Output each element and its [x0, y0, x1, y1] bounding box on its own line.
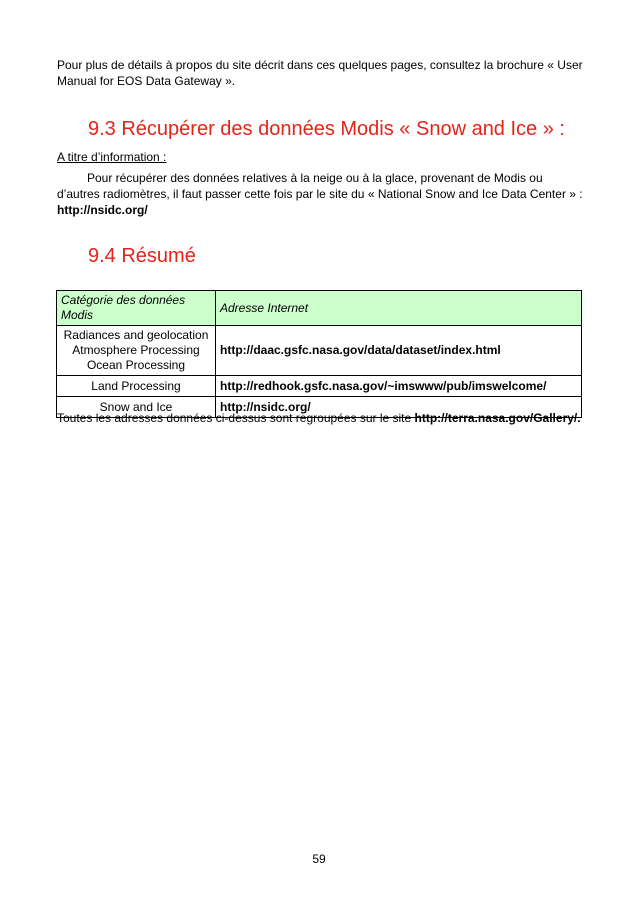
footer-paragraph — [57, 410, 581, 426]
section-heading-9-4: 9.4 Résumé — [88, 245, 196, 267]
page-number: 59 — [312, 852, 326, 866]
intro-paragraph: Pour plus de détails à propos du site décrit dans ces quelques pages, consultez la brochure « User Manual for EOS Data Gateway ». — [57, 58, 583, 88]
info-note-label: A titre d’information : — [57, 150, 167, 164]
category-cell: Land Processing — [57, 376, 216, 397]
section-heading-9-3: 9.3 Récupérer des données Modis « Snow and Ice » : — [88, 118, 565, 140]
nsidc-link[interactable]: http://nsidc.org/ — [57, 203, 148, 217]
url-cell[interactable]: http://redhook.gsfc.nasa.gov/~imswww/pub/imswelcome/ — [216, 376, 582, 397]
category-line: Atmosphere Processing — [72, 343, 200, 357]
category-line: Ocean Processing — [86, 358, 186, 372]
table-header-row — [57, 291, 582, 326]
header-address: Adresse Internet — [216, 291, 582, 326]
url-cell[interactable]: http://daac.gsfc.nasa.gov/data/dataset/index.html — [216, 326, 582, 376]
category-line: Radiances and geolocation — [63, 328, 209, 342]
nsidc-paragraph-text: Pour récupérer des données relatives à la neige ou à la glace, provenant de Modis ou d’autres radiomètres, il faut passer cette fois par le site du « National Snow and Ice Data Center » : — [57, 171, 583, 201]
gallery-link[interactable]: http://terra.nasa.gov/Gallery/. — [414, 411, 581, 425]
footer-text: Toutes les adresses données ci-dessus sont regroupées sur le site — [57, 411, 415, 425]
header-category: Catégorie des données Modis — [57, 291, 216, 326]
summary-table — [56, 290, 582, 418]
table-row — [57, 326, 582, 376]
url-cell[interactable]: http://nsidc.org/ — [216, 397, 582, 418]
category-cell: Snow and Ice — [57, 397, 216, 418]
nsidc-paragraph — [57, 170, 587, 218]
table-row — [57, 376, 582, 397]
category-cell — [57, 326, 216, 376]
